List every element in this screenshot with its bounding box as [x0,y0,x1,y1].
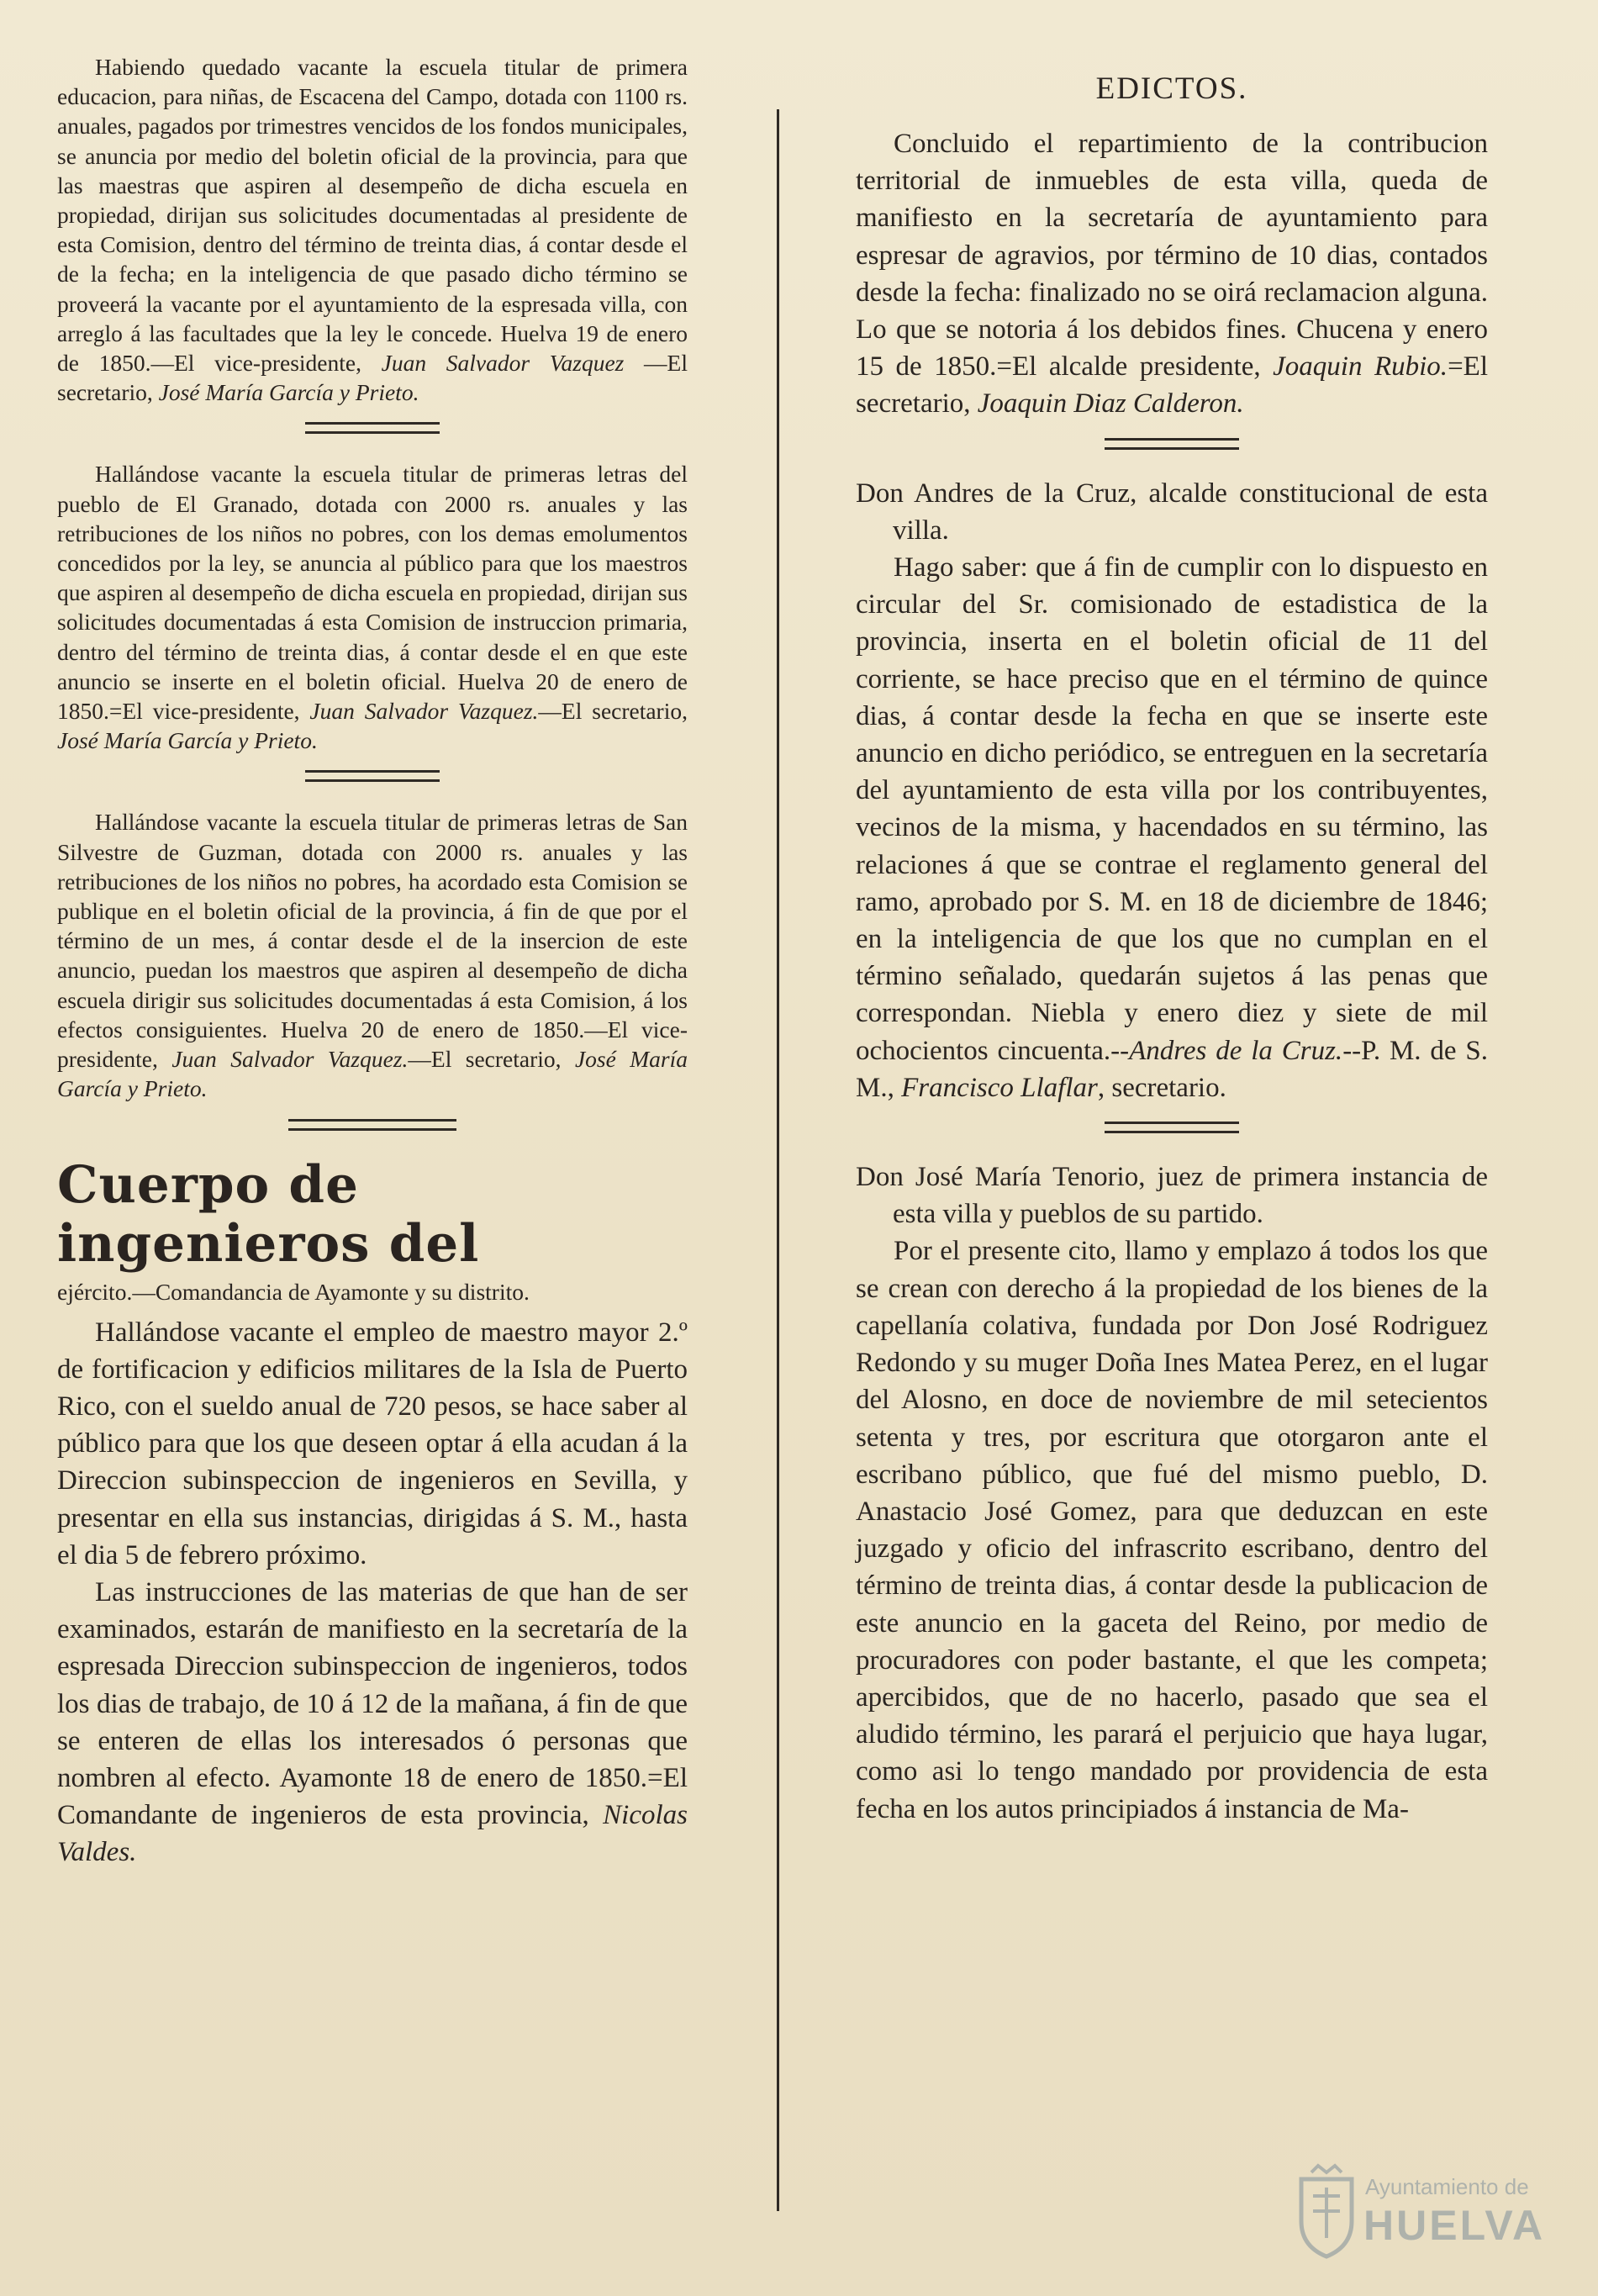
edicto-chucena: Concluido el repartimiento de la contribucion territorial de inmuebles de esta villa, queda de manifiesto en la secretaría de ayuntamiento para espresar de agravios, por término de 10 dias, contados desde la fecha: finalizado no se oirá reclamacion alguna. Lo que se notoria á los debidos fines. Chucena y enero 15 de 1850.=El alcalde presidente, Joaquin Rubio.=El secretario, Joaquin Diaz Calderon. [856,129,1488,420]
edicto-tenorio-body: Por el presente cito, llamo y emplazo á todos los que se crean con derecho á la propiedad de los bienes de la capellanía colativa, fundada por Don José Rodriguez Redondo y su muger Doña Ines Matea Perez, en el lugar del Alosno, en doce de noviembre de mil setecientos setenta y tres, por escritura que otorgaron ante el escribano público, que fué del mismo pueblo, D. Anastacio José Gomez, para que deduzcan en este juzgado y oficio del infrascrito escribano, dentro del término de treinta dias, á contar desde la publicacion de este anuncio en la gaceta del Reino, por medio de procuradores con poder bastante, el que les competa; apercibidos, que de no hacerlo, pasado que sea el aludido término, les parará el perjuicio que haya lugar, como asi lo tengo mandado por providencia de esta fecha en los autos principiados á instancia de Ma- [856,1236,1488,1824]
separator-rule [1105,1122,1239,1133]
separator-rule [305,422,440,434]
notice-san-silvestre: Hallándose vacante la escuela titular de primeras letras de San Silvestre de Guzman, dotada con 2000 rs. anuales y las retribuciones de los niños no pobres, ha acordado esta Comision se publique en el boletin oficial de la provincia, á fin de que por el término de un mes, á contar desde el de la insercion de este anuncio, puedan los maestros que aspiren al desempeño de dicha escuela dirigir sus solicitudes documentadas á esta Comision, á los efectos consiguientes. Huelva 20 de enero de 1850.—El vice-presidente, Juan Salvador Vazquez.—El secretario, José María García y Prieto. [57,809,688,1102]
cuerpo-paragraph-1: Hallándose vacante el empleo de maestro mayor 2.º de fortificacion y edificios militares de la Isla de Puerto Rico, con el sueldo anual de 720 pesos, se hace saber al público para que los que deseen optar á ella acudan á la Direccion subinspeccion de ingenieros en Sevilla, y presentar en ella sus instancias, dirigidas á S. M., hasta el dia 5 de febrero próximo. [57,1317,688,1570]
separator-rule [1105,438,1239,450]
section-heading: Cuerpo de ingenieros del [57,1154,480,1274]
edictos-heading: EDICTOS. [1095,71,1248,106]
column-divider [777,109,779,2211]
edicto-tenorio-header: Don José María Tenorio, juez de primera instancia de esta villa y pueblos de su partido. [856,1162,1488,1230]
watermark-main-text: HUELVA [1363,2202,1546,2249]
notice-escacena: Habiendo quedado vacante la escuela titular de primera educacion, para niñas, de Escacena del Campo, dotada con 1100 rs. anuales, pagados por trimestres vencidos de los fondos municipales, se anuncia por medio del boletin oficial de la provincia, para que las maestras que aspiren al desempeño de dicha escuela en propiedad, dirijan sus solicitudes documentadas al presidente de esta Comision, dentro del término de treinta dias, á contar desde el de la fecha; en la inteligencia de que pasado dicho término se proveerá la vacante por el ayuntamiento de la espresada villa, con arreglo á las facultades que la ley le concede. Huelva 19 de enero de 1850.—El vice-presidente, Juan Salvador Vazquez —El secretario, José María García y Prieto. [57,54,688,406]
edicto-niebla-body: Hago saber: que á fin de cumplir con lo dispuesto en circular del Sr. comisionado de estadistica de la provincia, inserta en el boletin oficial de 11 del corriente, se hace preciso que en el término de quince dias, á contar desde la fecha en que se inserte este anuncio en dicho periódico, se entreguen en la secretaría del ayuntamiento de esta villa por los contribuyentes, vecinos de la misma, y hacendados en su término, las relaciones á que se contrae el reglamento general del ramo, aprobado por S. M. en 18 de diciembre de 1846; en la inteligencia de que los que no cumplan en el término señalado, quedarán sujetos á las penas que correspondan. Niebla y enero diez y siete de mil ochocientos cincuenta.--Andres de la Cruz.--P. M. de S. M., Francisco Llaflar, secretario. [856,552,1488,1103]
notice-granado: Hallándose vacante la escuela titular de primeras letras del pueblo de El Granado, dotada con 2000 rs. anuales y las retribuciones de los niños no pobres, con los demas emolumentos concedidos por la ley, se anuncia al público para que los maestros que aspiren al desempeño de dicha escuela en propiedad, dirijan sus solicitudes documentadas á esta Comision de instruccion primaria, dentro del término de treinta dias, á contar desde el en que este anuncio se inserte en el boletin oficial. Huelva 20 de enero de 1850.=El vice-presidente, Juan Salvador Vazquez.—El secretario, José María García y Prieto. [57,461,688,754]
right-column [856,52,1488,1828]
edicto-niebla-header: Don Andres de la Cruz, alcalde constitucional de esta villa. [856,478,1488,546]
section-subheading: ejército.—Comandancia de Ayamonte y su distrito. [57,1278,530,1305]
coat-of-arms-icon [1293,2162,1360,2263]
cuerpo-paragraph-2: Las instrucciones de las materias de que han de ser examinados, estarán de manifiesto en la secretaría de la espresada Direccion subinspeccion de ingenieros, todos los dias de trabajo, de 10 á 12 de la mañana, á fin de que se enteren de ellas los interesados ó personas que nombren al efecto. Ayamonte 18 de enero de 1850.=El Comandante de ingenieros de esta provincia, Nicolas Valdes. [57,1576,688,1868]
separator-rule [288,1119,456,1131]
watermark-top-text: Ayuntamiento de [1365,2174,1529,2199]
huelva-watermark [1293,2162,1570,2272]
left-column [57,52,688,1871]
separator-rule [305,770,440,782]
